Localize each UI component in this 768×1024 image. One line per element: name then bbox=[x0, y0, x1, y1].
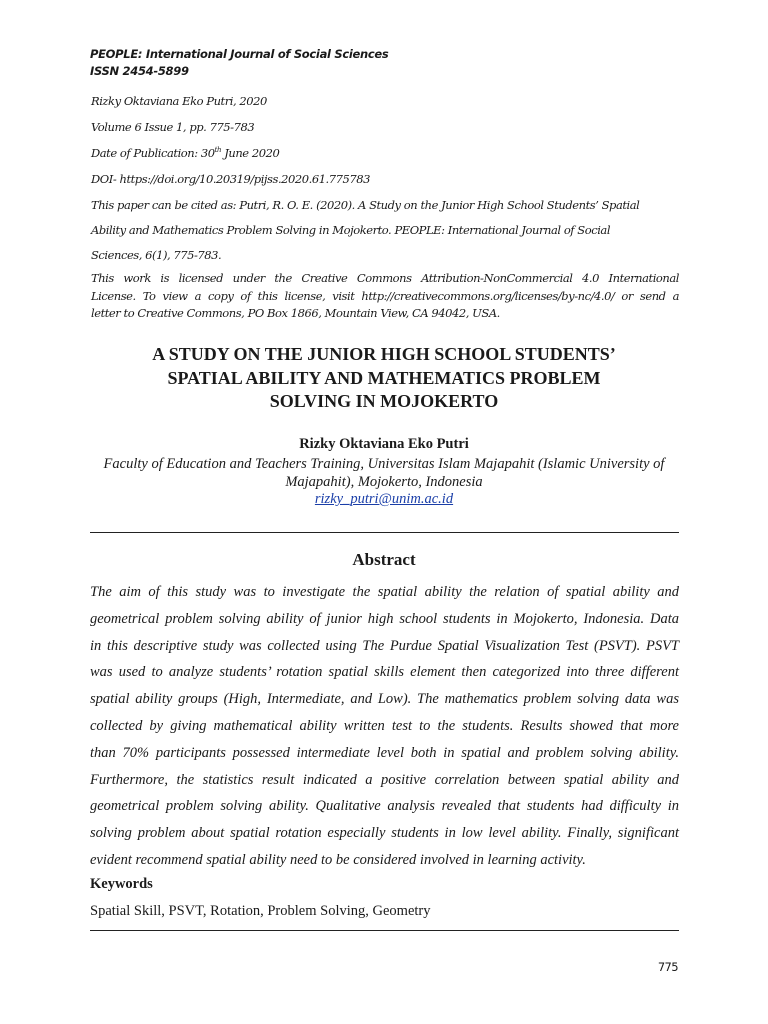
journal-header bbox=[90, 46, 388, 80]
license-notice bbox=[91, 270, 679, 323]
abstract-line: evident recommend spatial ability need to be considered involved in learning activity. bbox=[90, 851, 586, 868]
page-number: 775 bbox=[657, 960, 678, 974]
citation-line: Sciences, 6(1), 775-783. bbox=[91, 248, 222, 262]
volume-info: Volume 6 Issue 1, pp. 775-783 bbox=[91, 120, 255, 134]
title-line: A STUDY ON THE JUNIOR HIGH SCHOOL STUDENTS’ bbox=[152, 344, 616, 364]
publication-date bbox=[91, 146, 679, 160]
abstract-line: geometrical problem solving ability. Qualitative analysis revealed that students had difficulty in bbox=[90, 798, 679, 815]
abstract-line: solving problem about spatial rotation especially students in low level ability. Finally, significant bbox=[90, 825, 679, 842]
abstract-line: Furthermore, the statistics result indicated a positive correlation between spatial ability and bbox=[90, 771, 679, 788]
abstract-line: spatial ability groups (High, Intermediate, and Low). The mathematics problem solving data was bbox=[90, 691, 679, 708]
author-affiliation bbox=[90, 455, 678, 491]
abstract-line: geometrical problem solving ability of junior high school students in Mojokerto, Indonesia. Data bbox=[90, 610, 679, 627]
publication-date-month: June 2020 bbox=[221, 146, 280, 160]
license-line: License. To view a copy of this license, visit http://creativecommons.org/licenses/by-nc/4.0/ or send a bbox=[91, 288, 679, 303]
author-year: Rizky Oktaviana Eko Putri, 2020 bbox=[91, 94, 267, 108]
author-name: Rizky Oktaviana Eko Putri bbox=[299, 436, 469, 452]
title-line: SPATIAL ABILITY AND MATHEMATICS PROBLEM bbox=[167, 367, 601, 388]
citation-line: Ability and Mathematics Problem Solving in Mojokerto. PEOPLE: International Journal of Social bbox=[91, 223, 611, 237]
publication-date-suffix-sup: th bbox=[214, 146, 222, 155]
abstract-line: collected by giving mathematical ability written test to the students. Results showed that more bbox=[90, 717, 679, 734]
divider-bottom bbox=[90, 930, 679, 931]
divider-top bbox=[90, 532, 679, 533]
license-line: This work is licensed under the Creative Commons Attribution-NonCommercial 4.0 International bbox=[91, 271, 679, 285]
abstract-body bbox=[90, 579, 679, 874]
paper-title bbox=[90, 343, 678, 414]
keywords-heading: Keywords bbox=[90, 876, 153, 892]
title-line: SOLVING IN MOJOKERTO bbox=[269, 391, 499, 411]
author-email-link[interactable]: rizky_putri@unim.ac.id bbox=[314, 491, 454, 507]
publication-date-prefix: Date of Publication: 30 bbox=[91, 146, 215, 160]
abstract-line: in this descriptive study was collected using The Purdue Spatial Visualization Test (PSVT). PSVT bbox=[90, 637, 679, 654]
abstract-line: than 70% participants possessed intermediate level both in spatial and problem solving ability. bbox=[90, 744, 679, 761]
license-line: letter to Creative Commons, PO Box 1866, Mountain View, CA 94042, USA. bbox=[91, 306, 500, 320]
doi-link[interactable]: DOI- https://doi.org/10.20319/pijss.2020.61.775783 bbox=[91, 172, 370, 186]
abstract-line: The aim of this study was to investigate the spatial ability the relation of spatial ability and bbox=[90, 584, 679, 600]
affiliation-line: Majapahit), Mojokerto, Indonesia bbox=[285, 474, 483, 490]
abstract-heading: Abstract bbox=[352, 550, 416, 569]
journal-issn: ISSN 2454-5899 bbox=[90, 64, 189, 78]
keywords-list: Spatial Skill, PSVT, Rotation, Problem Solving, Geometry bbox=[90, 903, 431, 919]
abstract-line: was used to analyze students’ rotation spatial skills element then categorized into three different bbox=[90, 664, 679, 681]
journal-name: PEOPLE: International Journal of Social Sciences bbox=[90, 47, 389, 61]
affiliation-line: Faculty of Education and Teachers Training, Universitas Islam Majapahit (Islamic University of bbox=[103, 456, 665, 472]
author-email-container bbox=[90, 491, 678, 508]
citation-line: This paper can be cited as: Putri, R. O. E. (2020). A Study on the Junior High School Students’ Spatial bbox=[91, 198, 640, 212]
